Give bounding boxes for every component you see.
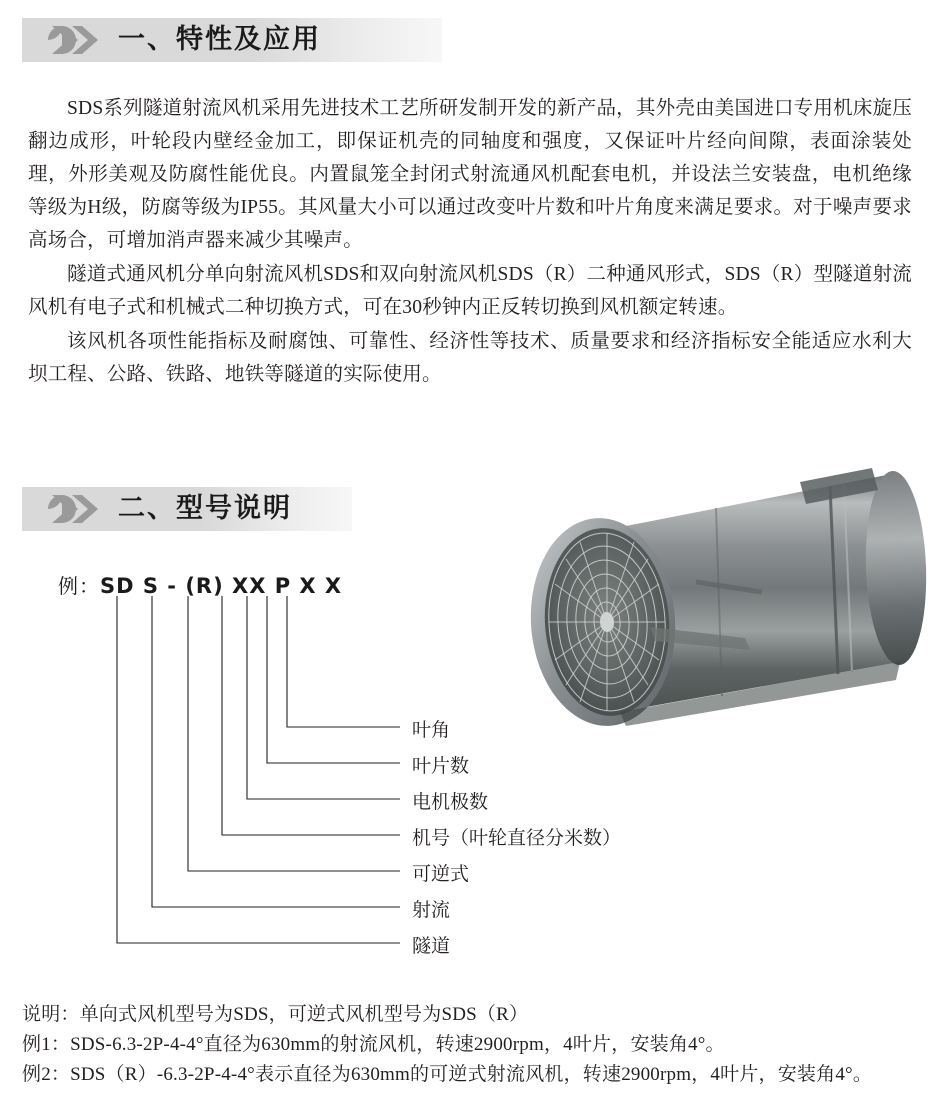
- legend-item-machine-no: 机号（叶轮直径分米数）: [412, 828, 622, 849]
- section-title: 一、特性及应用: [118, 24, 321, 55]
- paragraph: SDS系列隧道射流风机采用先进技术工艺所研发制开发的新产品，其外壳由美国进口专用机床旋压翻边成形，叶轮段内壁经金加工，即保证机壳的同轴度和强度，又保证叶片经向间隙，表面涂装处理，外形美观及防腐性能优良。内置鼠笼全封闭式射流通风机配套电机，并设法兰安装盘，电机绝缘等级为H级，防腐等级为IP55。其风量大小可以通过改变叶片数和叶片角度来满足要求。对于噪声要求高场合，可增加消声器来减少其噪声。: [28, 98, 912, 251]
- note-line: 例2：SDS（R）-6.3-2P-4-4°表示直径为630mm的可逆式射流风机，转速2900rpm，4叶片，安装角4°。: [22, 1064, 873, 1085]
- legend-item-reversible: 可逆式: [412, 864, 470, 885]
- legend-item-blade-count: 叶片数: [412, 756, 470, 777]
- example-label: 例：: [58, 576, 100, 598]
- legend-item-motor-poles: 电机极数: [412, 792, 489, 813]
- legend-item-blade-angle: 叶角: [412, 720, 451, 741]
- chevron-right-icon: [46, 24, 102, 56]
- legend-item-jet: 射流: [412, 900, 451, 921]
- intro-paragraphs: [28, 92, 912, 392]
- chevron-right-icon: [46, 493, 102, 525]
- note-line: 说明：单向式风机型号为SDS，可逆式风机型号为SDS（R）: [22, 1004, 529, 1025]
- section-heading-model: [22, 487, 352, 531]
- notes-block: [22, 1000, 922, 1090]
- note-line: 例1：SDS-6.3-2P-4-4°直径为630mm的射流风机，转速2900rpm，4叶片，安装角4°。: [22, 1034, 725, 1055]
- paragraph: 该风机各项性能指标及耐腐蚀、可靠性、经济性等技术、质量要求和经济指标安全能适应水利大坝工程、公路、铁路、地铁等隧道的实际使用。: [28, 331, 912, 385]
- paragraph: 隧道式通风机分单向射流风机SDS和双向射流风机SDS（R）二种通风形式，SDS（R）型隧道射流风机有电子式和机械式二种切换方式，可在30秒钟内正反转切换到风机额定转速。: [28, 264, 912, 318]
- section-title: 二、型号说明: [118, 493, 292, 524]
- leader-lines: [0, 560, 940, 960]
- model-code-text: SD S - (R) XX P X X: [100, 574, 343, 598]
- legend-item-tunnel: 隧道: [412, 936, 451, 957]
- model-code-diagram: [0, 560, 940, 960]
- section-heading-features: [22, 18, 442, 62]
